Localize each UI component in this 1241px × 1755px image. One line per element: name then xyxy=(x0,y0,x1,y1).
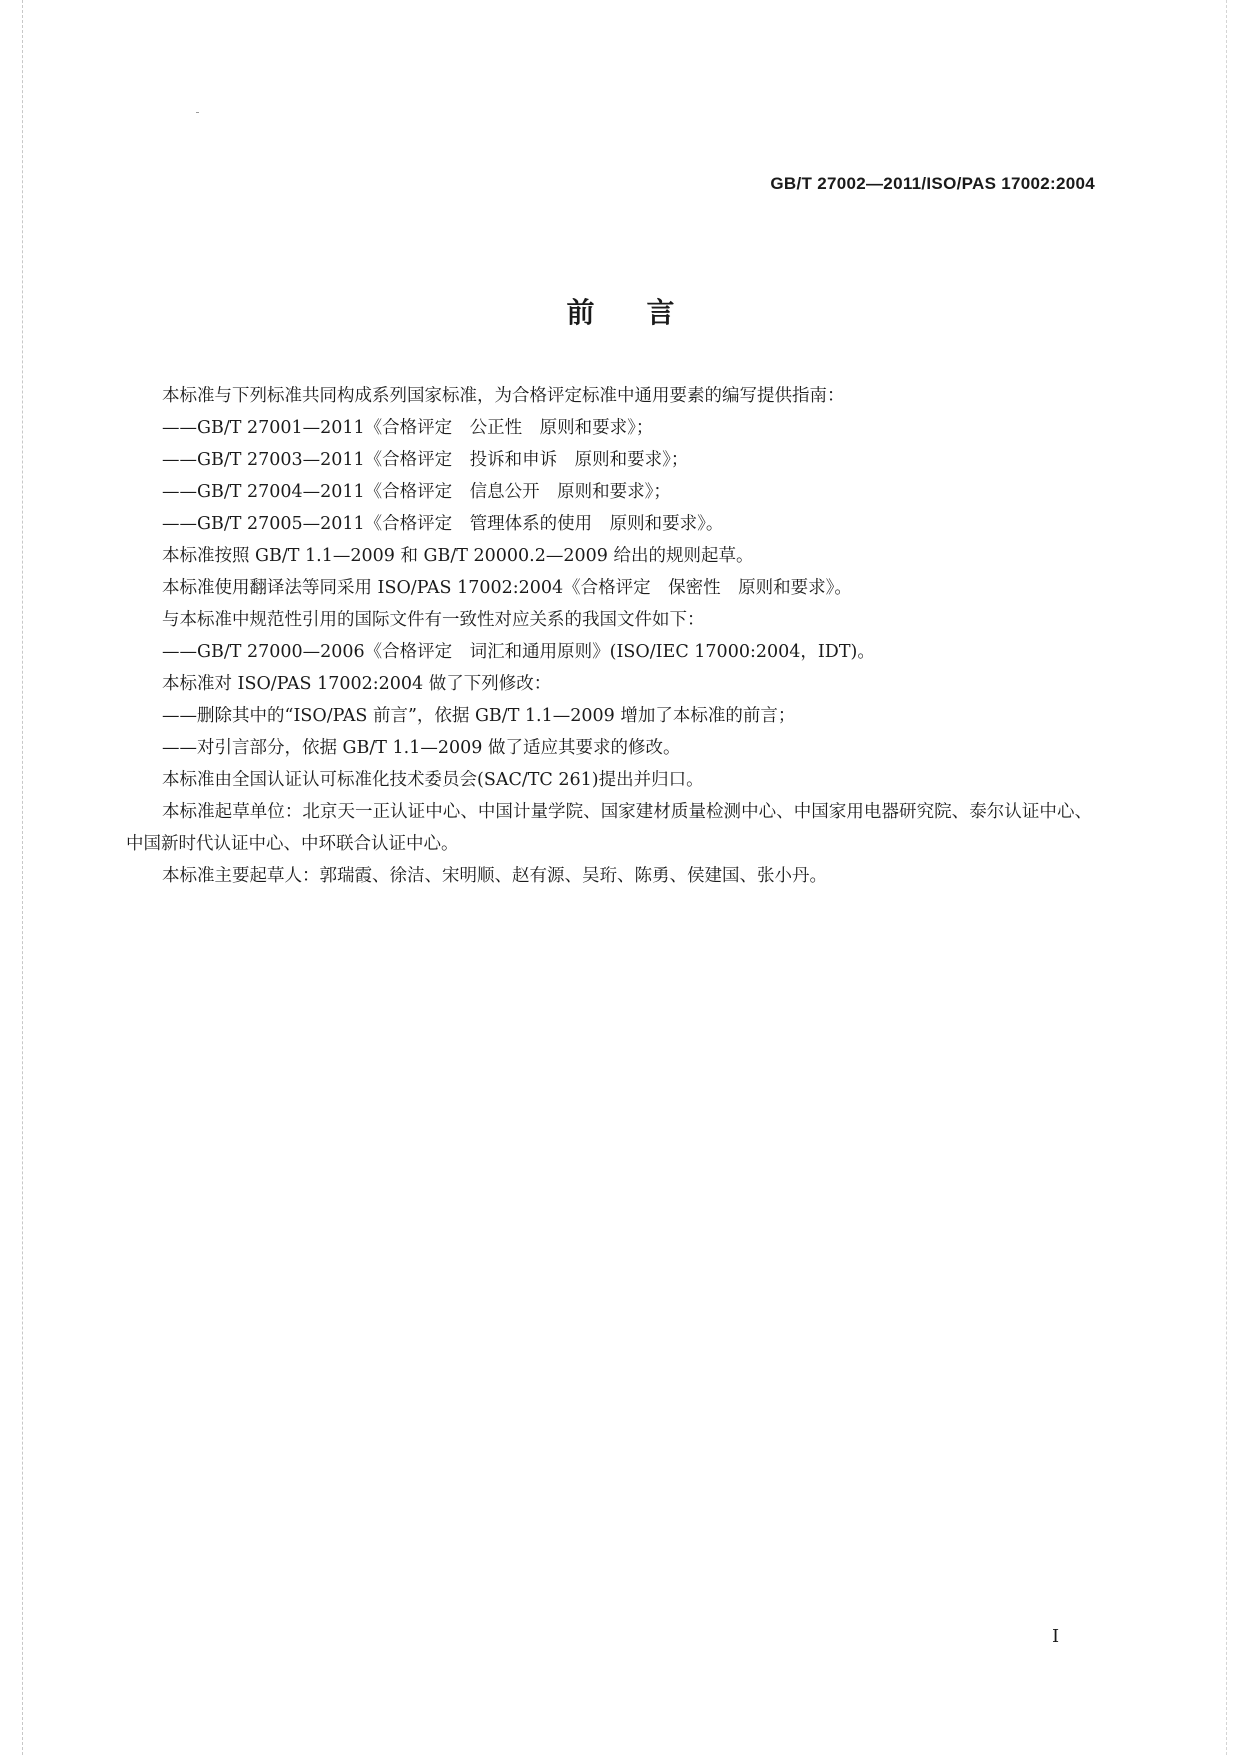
list-item-modification-1: ——删除其中的“ISO/PAS 前言”，依据 GB/T 1.1—2009 增加了本标准的前言； xyxy=(162,706,796,726)
paragraph-modifications: 本标准对 ISO/PAS 17002:2004 做了下列修改： xyxy=(162,674,552,694)
scan-speck xyxy=(196,112,199,113)
paragraph-drafting-rules: 本标准按照 GB/T 1.1—2009 和 GB/T 20000.2—2009 给出的规则起草。 xyxy=(162,546,754,566)
paragraph-correspondence: 与本标准中规范性引用的国际文件有一致性对应关系的我国文件如下： xyxy=(162,610,705,630)
paragraph-proposer: 本标准由全国认证认可标准化技术委员会(SAC/TC 261)提出并归口。 xyxy=(162,770,704,790)
paragraph-intro: 本标准与下列标准共同构成系列国家标准，为合格评定标准中通用要素的编写提供指南： xyxy=(162,386,845,406)
list-item-gbt27000: ——GB/T 27000—2006《合格评定 词汇和通用原则》(ISO/IEC 17000:2004，IDT)。 xyxy=(162,642,875,662)
paragraph-drafters: 本标准主要起草人：郭瑞霞、徐洁、宋明顺、赵有源、吴珩、陈勇、侯建国、张小丹。 xyxy=(162,866,827,886)
scan-edge-right xyxy=(1226,0,1227,1755)
list-item-gbt27004: ——GB/T 27004—2011《合格评定 信息公开 原则和要求》； xyxy=(162,482,671,502)
page-title: 前言 xyxy=(566,295,727,329)
scan-edge-left xyxy=(22,0,23,1755)
paragraph-adoption: 本标准使用翻译法等同采用 ISO/PAS 17002:2004《合格评定 保密性 原则和要求》。 xyxy=(162,578,852,598)
list-item-gbt27001: ——GB/T 27001—2011《合格评定 公正性 原则和要求》； xyxy=(162,418,654,438)
list-item-modification-2: ——对引言部分，依据 GB/T 1.1—2009 做了适应其要求的修改。 xyxy=(162,738,681,758)
list-item-gbt27003: ——GB/T 27003—2011《合格评定 投诉和申诉 原则和要求》； xyxy=(162,450,689,470)
foreword-body xyxy=(126,380,1092,892)
list-item-gbt27005: ——GB/T 27005—2011《合格评定 管理体系的使用 原则和要求》。 xyxy=(162,514,724,534)
page-number: I xyxy=(1052,1626,1060,1647)
paragraph-drafting-units: 本标准起草单位：北京天一正认证中心、中国计量学院、国家建材质量检测中心、中国家用电器研究院、泰尔认证中心、中国新时代认证中心、中环联合认证中心。 xyxy=(126,802,1092,854)
standard-number-header: GB/T 27002—2011/ISO/PAS 17002:2004 xyxy=(770,174,1095,193)
